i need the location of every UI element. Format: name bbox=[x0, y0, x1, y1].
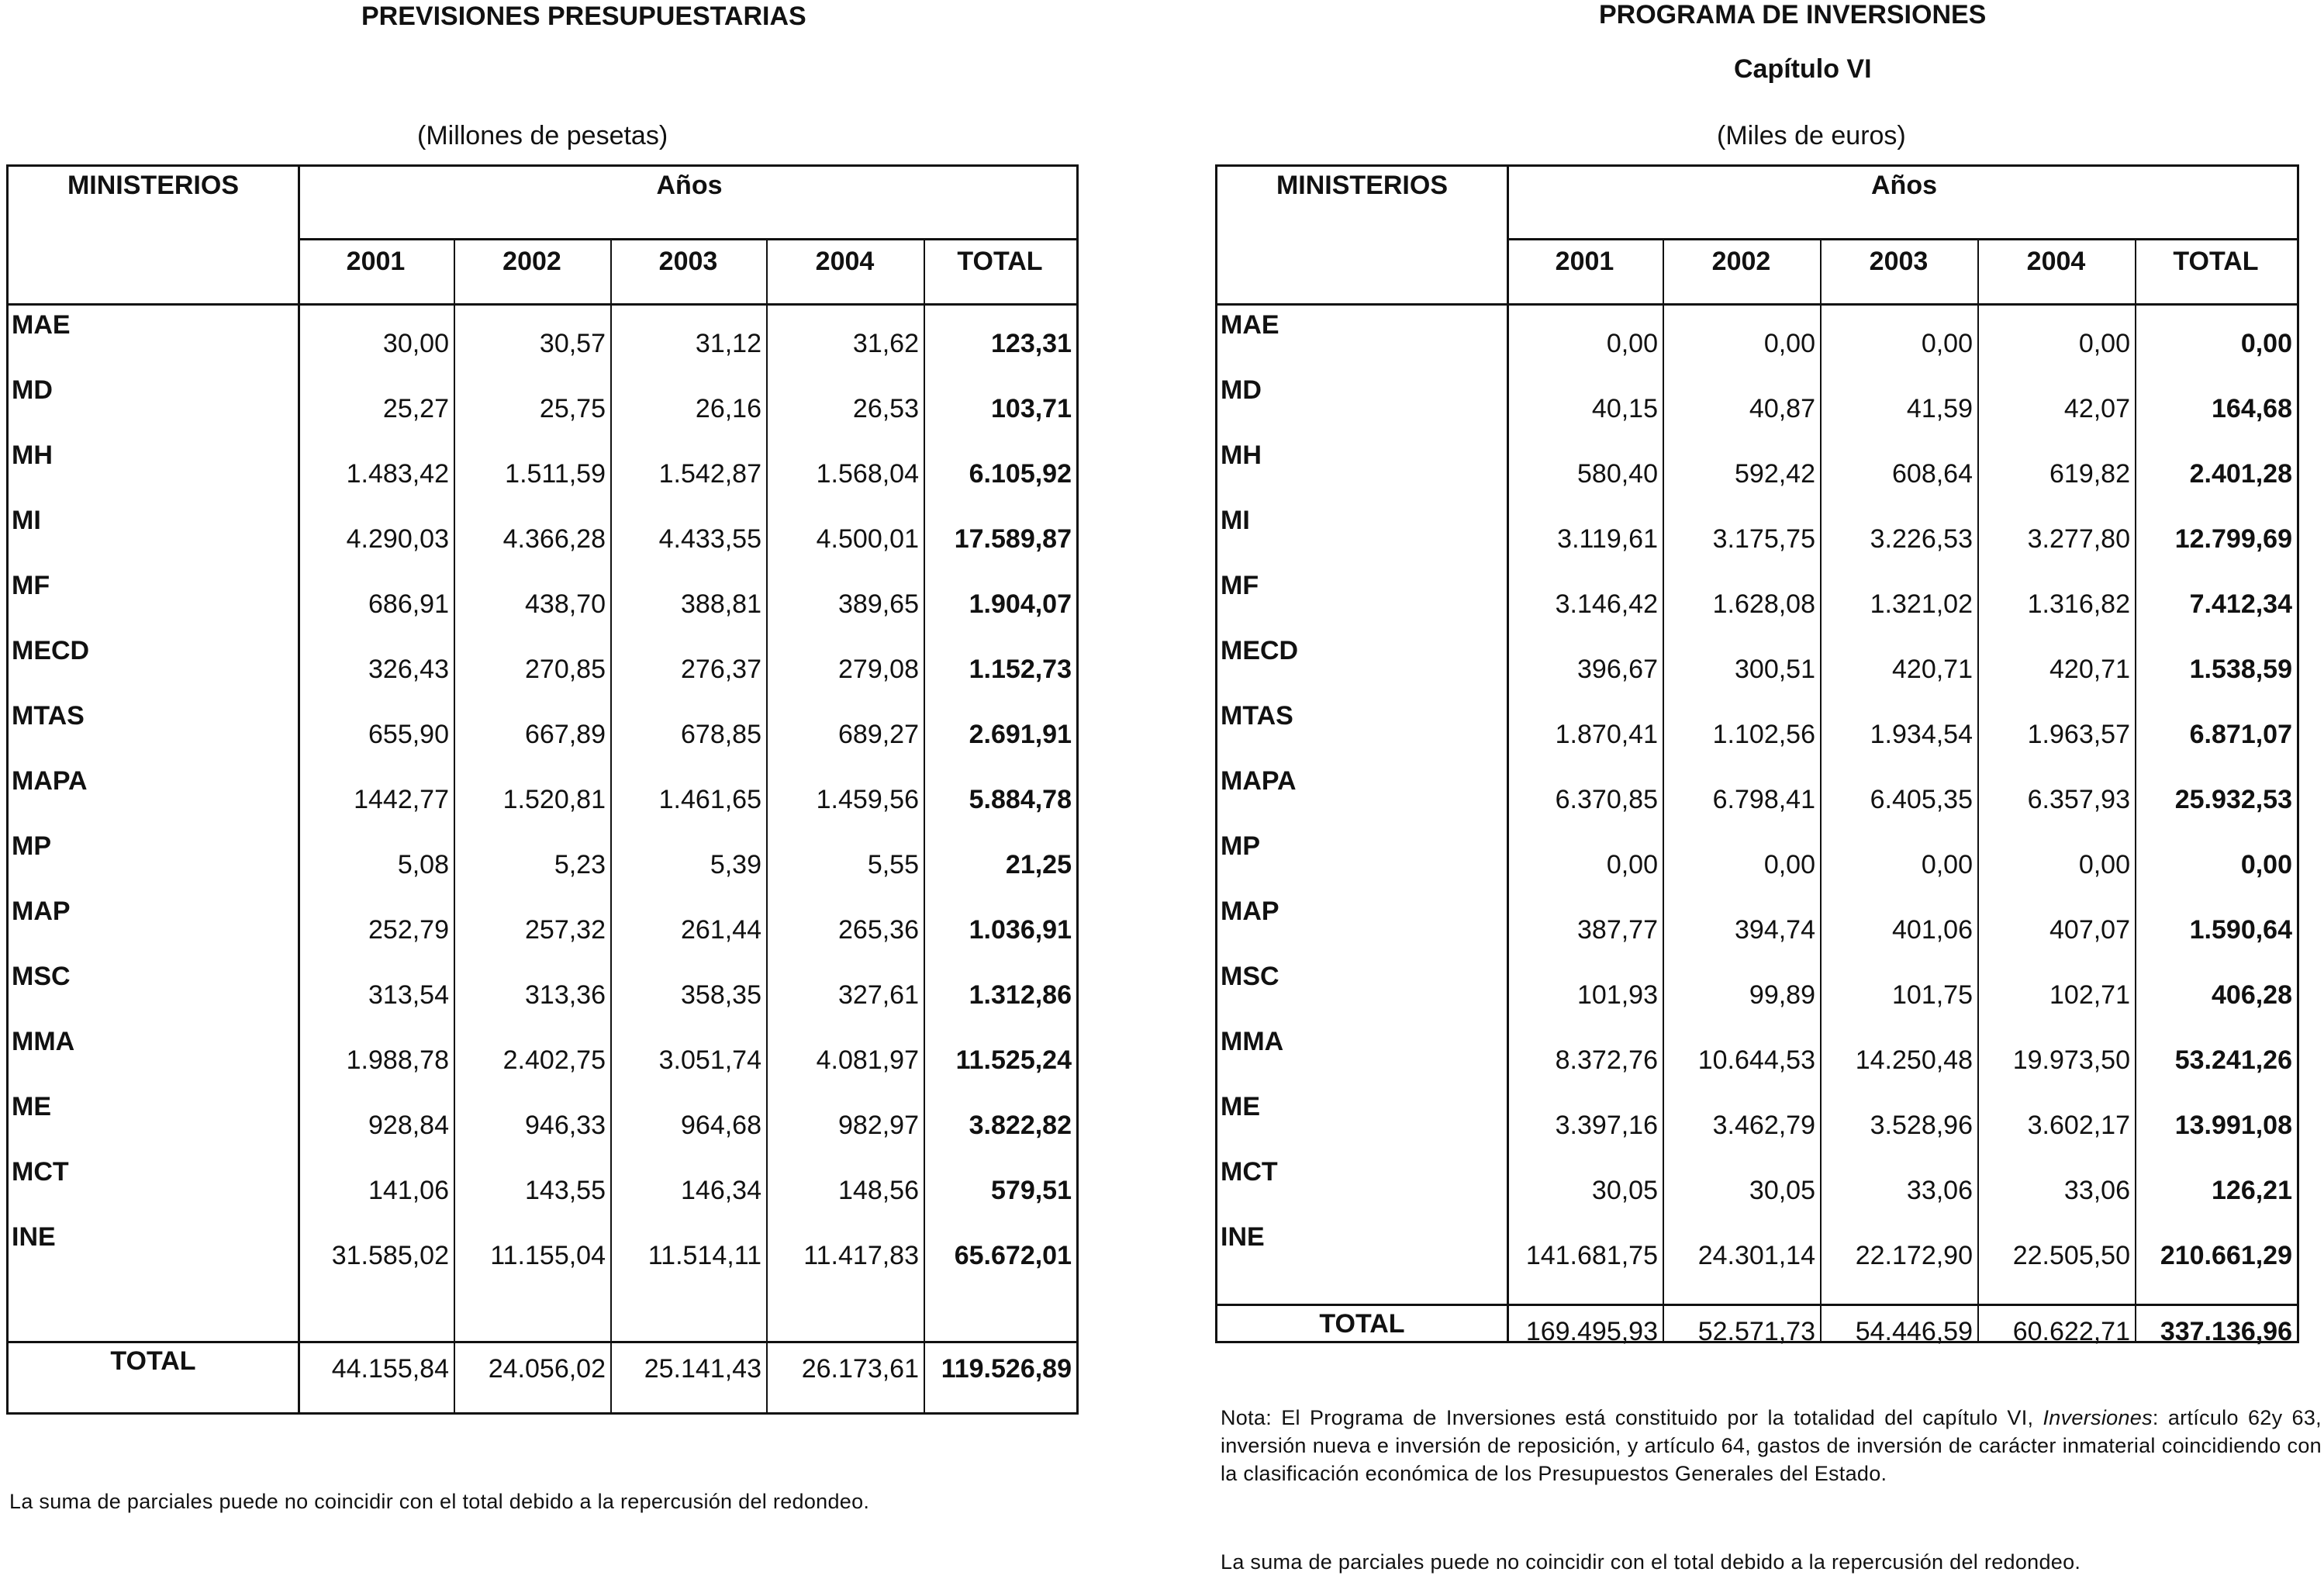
value-cell: 1.904,07 bbox=[969, 589, 1072, 619]
value-cell: 0,00 bbox=[1921, 329, 1973, 358]
ministry-label: MMA bbox=[12, 1027, 75, 1056]
value-cell: 102,71 bbox=[2049, 980, 2130, 1010]
value-cell: 22.505,50 bbox=[2012, 1241, 2130, 1270]
value-cell: 6.871,07 bbox=[2189, 720, 2292, 749]
value-cell: 0,00 bbox=[1606, 850, 1658, 879]
value-cell: 0,00 bbox=[2240, 850, 2292, 879]
year-header-2003: 2003 bbox=[1869, 247, 1929, 276]
value-cell: 30,00 bbox=[382, 329, 449, 358]
value-cell: 19.973,50 bbox=[2012, 1045, 2130, 1075]
value-cell: 401,06 bbox=[1892, 915, 1973, 945]
ministry-label: MTAS bbox=[12, 701, 85, 731]
value-cell: 4.081,97 bbox=[816, 1045, 919, 1075]
value-cell: 1.511,59 bbox=[505, 459, 606, 489]
right-title: PROGRAMA DE INVERSIONES bbox=[1599, 0, 1987, 29]
value-cell: 619,82 bbox=[2049, 459, 2130, 489]
total-value-cell: 169.495,93 bbox=[1525, 1317, 1658, 1346]
value-cell: 4.433,55 bbox=[658, 524, 761, 554]
value-cell: 42,07 bbox=[2063, 394, 2130, 423]
value-cell: 141,06 bbox=[368, 1176, 449, 1205]
right-chapter: Capítulo VI bbox=[1734, 54, 1872, 84]
right-unit: (Miles de euros) bbox=[1717, 121, 1906, 150]
value-cell: 928,84 bbox=[368, 1111, 449, 1140]
value-cell: 579,51 bbox=[991, 1176, 1072, 1205]
ministry-label: MAPA bbox=[1221, 766, 1297, 796]
header-bottom-line bbox=[9, 303, 1076, 306]
total-value-cell: 44.155,84 bbox=[331, 1354, 449, 1384]
value-cell: 946,33 bbox=[525, 1111, 606, 1140]
note-italic: Inversiones bbox=[2043, 1406, 2153, 1429]
value-cell: 0,00 bbox=[2240, 329, 2292, 358]
value-cell: 964,68 bbox=[681, 1111, 761, 1140]
value-cell: 7.412,34 bbox=[2189, 589, 2292, 619]
value-cell: 3.175,75 bbox=[1712, 524, 1815, 554]
year-header-2001: 2001 bbox=[346, 247, 406, 276]
year-header-2003: 2003 bbox=[658, 247, 718, 276]
ministry-label: MAE bbox=[12, 310, 71, 340]
value-cell: 1.870,41 bbox=[1555, 720, 1658, 749]
value-cell: 3.397,16 bbox=[1555, 1111, 1658, 1140]
total-value-cell: 26.173,61 bbox=[801, 1354, 919, 1384]
value-cell: 0,00 bbox=[1763, 850, 1815, 879]
value-cell: 667,89 bbox=[525, 720, 606, 749]
value-cell: 40,15 bbox=[1591, 394, 1658, 423]
year-header-total: TOTAL bbox=[2173, 247, 2259, 276]
value-cell: 30,05 bbox=[1591, 1176, 1658, 1205]
value-cell: 40,87 bbox=[1749, 394, 1815, 423]
value-cell: 4.366,28 bbox=[502, 524, 606, 554]
ministry-label: MAE bbox=[1221, 310, 1279, 340]
value-cell: 17.589,87 bbox=[954, 524, 1072, 554]
left-unit: (Millones de pesetas) bbox=[417, 121, 668, 150]
ministry-label: INE bbox=[12, 1222, 56, 1252]
value-cell: 3.226,53 bbox=[1870, 524, 1973, 554]
total-label: TOTAL bbox=[1319, 1309, 1405, 1339]
value-cell: 438,70 bbox=[525, 589, 606, 619]
value-cell: 14.250,48 bbox=[1855, 1045, 1973, 1075]
right-table-frame bbox=[1215, 164, 2299, 1346]
value-cell: 265,36 bbox=[838, 915, 919, 945]
value-cell: 65.672,01 bbox=[954, 1241, 1072, 1270]
ministry-label: MECD bbox=[1221, 636, 1299, 665]
value-cell: 0,00 bbox=[2078, 850, 2130, 879]
value-cell: 2.691,91 bbox=[969, 720, 1072, 749]
value-cell: 53.241,26 bbox=[2174, 1045, 2292, 1075]
value-cell: 4.500,01 bbox=[816, 524, 919, 554]
value-cell: 389,65 bbox=[838, 589, 919, 619]
value-cell: 1.483,42 bbox=[346, 459, 449, 489]
value-cell: 41,59 bbox=[1906, 394, 1973, 423]
left-title: PREVISIONES PRESUPUESTARIAS bbox=[361, 2, 806, 31]
value-cell: 33,06 bbox=[1906, 1176, 1973, 1205]
ministry-label: MP bbox=[1221, 831, 1260, 861]
value-cell: 13.991,08 bbox=[2174, 1111, 2292, 1140]
left-footnote: La suma de parciales puede no coincidir con el total debido a la repercusión del redondeo. bbox=[9, 1490, 870, 1513]
ministry-label: MH bbox=[12, 441, 53, 470]
ministry-label: MF bbox=[1221, 571, 1259, 600]
note-suffix: : artículo 62y 63, inversión nueva e inversión de reposición, y artículo 64, gastos de inversión de carácter inmaterial coincidiendo con la clasificación económica de los Presupuestos Generales del Estado. bbox=[1221, 1406, 2322, 1485]
total-top-line bbox=[1217, 1304, 2297, 1306]
ministerios-header: MINISTERIOS bbox=[67, 171, 240, 200]
value-cell: 11.514,11 bbox=[647, 1241, 761, 1270]
value-cell: 592,42 bbox=[1735, 459, 1815, 489]
value-cell: 25,75 bbox=[539, 394, 606, 423]
value-cell: 300,51 bbox=[1735, 655, 1815, 684]
value-cell: 257,32 bbox=[525, 915, 606, 945]
header-divider bbox=[1507, 238, 2297, 240]
value-cell: 3.119,61 bbox=[1557, 524, 1658, 554]
total-label: TOTAL bbox=[110, 1346, 196, 1376]
value-cell: 31.585,02 bbox=[331, 1241, 449, 1270]
value-cell: 420,71 bbox=[1892, 655, 1973, 684]
value-cell: 1.963,57 bbox=[2027, 720, 2130, 749]
value-cell: 1.568,04 bbox=[816, 459, 919, 489]
ministry-label: MP bbox=[12, 831, 51, 861]
value-cell: 313,36 bbox=[525, 980, 606, 1010]
header-divider bbox=[298, 238, 1076, 240]
ministry-label: MECD bbox=[12, 636, 90, 665]
value-cell: 5.884,78 bbox=[969, 785, 1072, 814]
total-value-cell: 25.141,43 bbox=[644, 1354, 761, 1384]
value-cell: 1.520,81 bbox=[502, 785, 606, 814]
anos-header: Años bbox=[1871, 171, 1937, 200]
ministry-label: MI bbox=[1221, 506, 1250, 535]
value-cell: 6.357,93 bbox=[2027, 785, 2130, 814]
value-cell: 1.461,65 bbox=[658, 785, 761, 814]
value-cell: 3.051,74 bbox=[658, 1045, 761, 1075]
value-cell: 1.459,56 bbox=[816, 785, 919, 814]
value-cell: 6.405,35 bbox=[1870, 785, 1973, 814]
year-header-2004: 2004 bbox=[815, 247, 875, 276]
value-cell: 982,97 bbox=[838, 1111, 919, 1140]
value-cell: 24.301,14 bbox=[1697, 1241, 1815, 1270]
value-cell: 148,56 bbox=[838, 1176, 919, 1205]
ministry-label: MD bbox=[12, 375, 53, 405]
value-cell: 10.644,53 bbox=[1697, 1045, 1815, 1075]
value-cell: 1.316,82 bbox=[2027, 589, 2130, 619]
ministry-label: MD bbox=[1221, 375, 1262, 405]
value-cell: 1.102,56 bbox=[1712, 720, 1815, 749]
value-cell: 1442,77 bbox=[354, 785, 449, 814]
value-cell: 141.681,75 bbox=[1525, 1241, 1658, 1270]
value-cell: 210.661,29 bbox=[2160, 1241, 2292, 1270]
value-cell: 2.401,28 bbox=[2189, 459, 2292, 489]
value-cell: 396,67 bbox=[1577, 655, 1658, 684]
value-cell: 11.525,24 bbox=[955, 1045, 1072, 1075]
ministry-label: ME bbox=[12, 1092, 51, 1121]
anos-header: Años bbox=[656, 171, 723, 200]
value-cell: 0,00 bbox=[1606, 329, 1658, 358]
value-cell: 387,77 bbox=[1577, 915, 1658, 945]
value-cell: 123,31 bbox=[991, 329, 1072, 358]
value-cell: 99,89 bbox=[1749, 980, 1815, 1010]
ministry-label: MCT bbox=[1221, 1157, 1278, 1187]
ministry-label: MH bbox=[1221, 441, 1262, 470]
value-cell: 2.402,75 bbox=[502, 1045, 606, 1075]
ministry-label: MAP bbox=[1221, 897, 1279, 926]
value-cell: 279,08 bbox=[838, 655, 919, 684]
value-cell: 31,12 bbox=[695, 329, 761, 358]
value-cell: 0,00 bbox=[2078, 329, 2130, 358]
year-header-total: TOTAL bbox=[957, 247, 1043, 276]
ministry-label: MTAS bbox=[1221, 701, 1293, 731]
value-cell: 26,16 bbox=[695, 394, 761, 423]
total-value-cell: 119.526,89 bbox=[941, 1354, 1072, 1384]
value-cell: 1.542,87 bbox=[658, 459, 761, 489]
value-cell: 270,85 bbox=[525, 655, 606, 684]
value-cell: 678,85 bbox=[681, 720, 761, 749]
ministerios-header: MINISTERIOS bbox=[1276, 171, 1449, 200]
ministry-label: INE bbox=[1221, 1222, 1265, 1252]
ministry-label: MCT bbox=[12, 1157, 69, 1187]
value-cell: 22.172,90 bbox=[1855, 1241, 1973, 1270]
value-cell: 5,23 bbox=[554, 850, 606, 879]
ministry-label: MMA bbox=[1221, 1027, 1284, 1056]
ministry-label: ME bbox=[1221, 1092, 1260, 1121]
value-cell: 1.538,59 bbox=[2189, 655, 2292, 684]
value-cell: 31,62 bbox=[852, 329, 919, 358]
value-cell: 33,06 bbox=[2063, 1176, 2130, 1205]
value-cell: 164,68 bbox=[2212, 394, 2292, 423]
ministry-label: MSC bbox=[1221, 962, 1279, 991]
total-value-cell: 337.136,96 bbox=[2160, 1317, 2292, 1346]
ministry-label: MAPA bbox=[12, 766, 88, 796]
header-bottom-line bbox=[1217, 303, 2297, 306]
value-cell: 358,35 bbox=[681, 980, 761, 1010]
value-cell: 252,79 bbox=[368, 915, 449, 945]
value-cell: 21,25 bbox=[1005, 850, 1072, 879]
value-cell: 25,27 bbox=[382, 394, 449, 423]
value-cell: 3.277,80 bbox=[2027, 524, 2130, 554]
value-cell: 101,93 bbox=[1577, 980, 1658, 1010]
value-cell: 1.628,08 bbox=[1712, 589, 1815, 619]
value-cell: 327,61 bbox=[838, 980, 919, 1010]
value-cell: 6.105,92 bbox=[969, 459, 1072, 489]
value-cell: 1.988,78 bbox=[346, 1045, 449, 1075]
value-cell: 1.312,86 bbox=[969, 980, 1072, 1010]
value-cell: 143,55 bbox=[525, 1176, 606, 1205]
value-cell: 388,81 bbox=[681, 589, 761, 619]
value-cell: 406,28 bbox=[2212, 980, 2292, 1010]
value-cell: 686,91 bbox=[368, 589, 449, 619]
value-cell: 3.822,82 bbox=[969, 1111, 1072, 1140]
right-footnote: La suma de parciales puede no coincidir con el total debido a la repercusión del redondeo. bbox=[1221, 1550, 2081, 1574]
value-cell: 1.321,02 bbox=[1870, 589, 1973, 619]
ministry-label: MAP bbox=[12, 897, 71, 926]
value-cell: 261,44 bbox=[681, 915, 761, 945]
total-value-cell: 54.446,59 bbox=[1855, 1317, 1973, 1346]
year-header-2001: 2001 bbox=[1555, 247, 1614, 276]
ministry-label: MF bbox=[12, 571, 50, 600]
value-cell: 101,75 bbox=[1892, 980, 1973, 1010]
ministry-label: MI bbox=[12, 506, 41, 535]
value-cell: 30,57 bbox=[539, 329, 606, 358]
value-cell: 0,00 bbox=[1763, 329, 1815, 358]
total-value-cell: 60.622,71 bbox=[2012, 1317, 2130, 1346]
value-cell: 3.462,79 bbox=[1712, 1111, 1815, 1140]
value-cell: 11.417,83 bbox=[803, 1241, 919, 1270]
value-cell: 3.602,17 bbox=[2027, 1111, 2130, 1140]
value-cell: 4.290,03 bbox=[346, 524, 449, 554]
value-cell: 655,90 bbox=[368, 720, 449, 749]
value-cell: 326,43 bbox=[368, 655, 449, 684]
value-cell: 5,08 bbox=[397, 850, 449, 879]
value-cell: 1.152,73 bbox=[969, 655, 1072, 684]
value-cell: 1.934,54 bbox=[1870, 720, 1973, 749]
value-cell: 126,21 bbox=[2212, 1176, 2292, 1205]
value-cell: 6.798,41 bbox=[1712, 785, 1815, 814]
value-cell: 26,53 bbox=[852, 394, 919, 423]
value-cell: 1.590,64 bbox=[2189, 915, 2292, 945]
value-cell: 407,07 bbox=[2049, 915, 2130, 945]
year-header-2002: 2002 bbox=[502, 247, 561, 276]
value-cell: 3.146,42 bbox=[1555, 589, 1658, 619]
value-cell: 5,39 bbox=[710, 850, 761, 879]
value-cell: 12.799,69 bbox=[2174, 524, 2292, 554]
value-cell: 3.528,96 bbox=[1870, 1111, 1973, 1140]
total-top-line bbox=[9, 1341, 1076, 1343]
value-cell: 103,71 bbox=[991, 394, 1072, 423]
total-value-cell: 24.056,02 bbox=[488, 1354, 606, 1384]
value-cell: 25.932,53 bbox=[2174, 785, 2292, 814]
year-header-2002: 2002 bbox=[1711, 247, 1771, 276]
value-cell: 0,00 bbox=[1921, 850, 1973, 879]
value-cell: 394,74 bbox=[1735, 915, 1815, 945]
value-cell: 146,34 bbox=[681, 1176, 761, 1205]
note-prefix: Nota: El Programa de Inversiones está constituido por la totalidad del capítulo VI, bbox=[1221, 1406, 2043, 1429]
value-cell: 1.036,91 bbox=[969, 915, 1072, 945]
value-cell: 313,54 bbox=[368, 980, 449, 1010]
value-cell: 420,71 bbox=[2049, 655, 2130, 684]
value-cell: 5,55 bbox=[867, 850, 919, 879]
right-note bbox=[1221, 1404, 2322, 1487]
value-cell: 608,64 bbox=[1892, 459, 1973, 489]
value-cell: 689,27 bbox=[838, 720, 919, 749]
value-cell: 276,37 bbox=[681, 655, 761, 684]
total-value-cell: 52.571,73 bbox=[1697, 1317, 1815, 1346]
year-header-2004: 2004 bbox=[2026, 247, 2086, 276]
ministry-label: MSC bbox=[12, 962, 71, 991]
value-cell: 11.155,04 bbox=[490, 1241, 606, 1270]
left-table-frame bbox=[6, 164, 1079, 1415]
value-cell: 30,05 bbox=[1749, 1176, 1815, 1205]
value-cell: 6.370,85 bbox=[1555, 785, 1658, 814]
value-cell: 8.372,76 bbox=[1555, 1045, 1658, 1075]
value-cell: 580,40 bbox=[1577, 459, 1658, 489]
